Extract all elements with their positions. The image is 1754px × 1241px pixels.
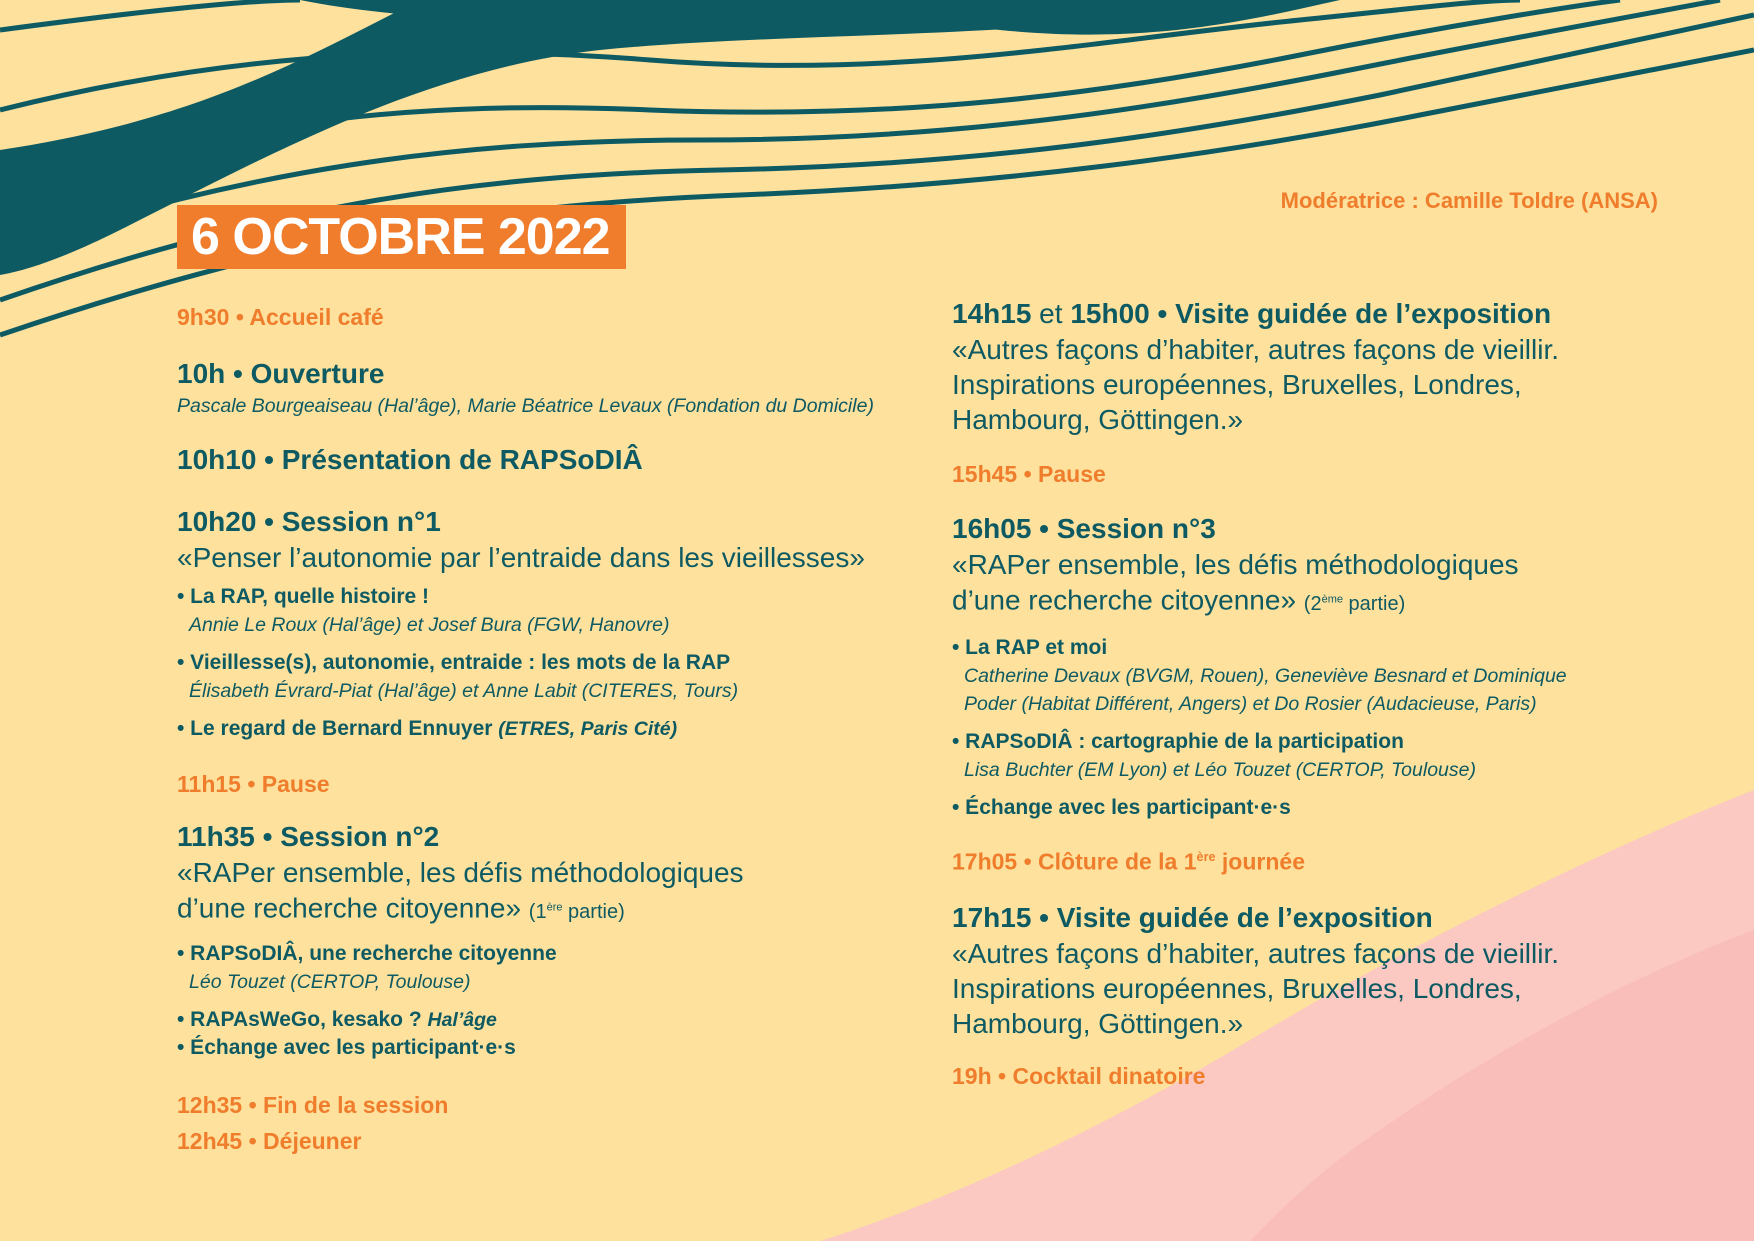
visit1-line-3: Hambourg, Göttingen.» (952, 404, 1244, 435)
session2-item-2-label: • RAPAsWeGo, kesako ? (177, 1007, 422, 1031)
date-title: 6 OCTOBRE 2022 (177, 205, 626, 269)
session1-item-1: • La RAP, quelle histoire ! (177, 585, 430, 608)
session3-subtitle-2 (952, 582, 1732, 622)
session3-part (1304, 593, 1405, 615)
moderator-label: Modératrice : Camille Toldre (ANSA) (1280, 188, 1658, 213)
session3-title: 16h05 • Session n°3 (952, 513, 1216, 544)
session3-item-1-speakers-2: Poder (Habitat Différent, Angers) et Do Rosier (Audacieuse, Paris) (964, 692, 1537, 715)
welcome-item: 9h30 • Accueil café (177, 304, 384, 330)
closing-post: journée (1215, 848, 1305, 875)
session1-item-1-speakers: Annie Le Roux (Hal’âge) et Josef Bura (FGW, Hanovre) (189, 614, 670, 636)
session1-title: 10h20 • Session n°1 (177, 506, 441, 537)
session1-item-2: • Vieillesse(s), autonomie, entraide : les mots de la RAP (177, 651, 731, 674)
pause-1: 11h15 • Pause (177, 771, 330, 797)
session2-part-pre: (1 (528, 900, 547, 923)
session3-item-1: • La RAP et moi (952, 635, 1108, 659)
right-column (952, 296, 1732, 1091)
lunch: 12h45 • Déjeuner (177, 1127, 362, 1154)
session2-subtitle-2-text: d’une recherche citoyenne» (177, 892, 522, 924)
session3-subtitle-2-text: d’une recherche citoyenne» (952, 584, 1297, 616)
session3-part-sup: ème (1321, 593, 1343, 605)
thin-wave-lines (0, 0, 1754, 335)
visit1-label: • Visite guidée de l’exposition (1149, 298, 1552, 329)
session1-subtitle: «Penser l’autonomie par l’entraide dans les vieillesses» (177, 542, 865, 573)
session3-part-pre: (2 (1303, 592, 1322, 615)
session2-item-1: • RAPSoDIÂ, une recherche citoyenne (177, 941, 557, 965)
visit2-line-2: Inspirations européennes, Bruxelles, Londres, (952, 973, 1522, 1005)
closing-sup: ère (1196, 849, 1216, 864)
session2-part-post: partie) (562, 900, 625, 923)
session2-part-sup: ère (546, 901, 563, 913)
closing (952, 842, 1732, 877)
opening-speakers: Pascale Bourgeaiseau (Hal’âge), Marie Béatrice Levaux (Fondation du Domicile) (177, 395, 874, 417)
session3-item-1-speakers-1: Catherine Devaux (BVGM, Rouen), Geneviève Besnard et Dominique (964, 664, 1567, 687)
visit2-line-1: «Autres façons d’habiter, autres façons de vieillir. (952, 938, 1560, 970)
session1-item-3-speakers: (ETRES, Paris Cité) (498, 718, 678, 740)
visit2-line-3: Hambourg, Göttingen.» (952, 1008, 1244, 1040)
session1-item-3-label: • Le regard de Bernard Ennuyer (177, 717, 493, 740)
session3-item-2: • RAPSoDIÂ : cartographie de la participation (952, 729, 1404, 753)
end-session: 12h35 • Fin de la session (177, 1091, 449, 1118)
visit2-title: 17h15 • Visite guidée de l’exposition (952, 902, 1433, 934)
closing-pre: 17h05 • Clôture de la 1 (952, 848, 1197, 875)
session2-item-2-speakers: Hal’âge (427, 1008, 497, 1031)
session3-part-post: partie) (1343, 592, 1406, 615)
left-column (177, 302, 957, 1156)
session2-subtitle-2 (177, 890, 957, 930)
visit1-title (952, 296, 1732, 332)
session3-item-2-speakers: Lisa Buchter (EM Lyon) et Léo Touzet (CERTOP, Toulouse) (964, 758, 1476, 781)
session2-title: 11h35 • Session n°2 (177, 821, 440, 852)
opening-title: 10h • Ouverture (177, 358, 385, 389)
session3-item-3: • Échange avec les participant·e·s (952, 795, 1291, 819)
session2-item-2 (177, 1006, 957, 1034)
presentation-title: 10h10 • Présentation de RAPSoDIÂ (177, 444, 643, 475)
visit1-line-2: Inspirations européennes, Bruxelles, Londres, (952, 369, 1522, 400)
session2-part (529, 901, 625, 923)
cocktail: 19h • Cocktail dinatoire (952, 1063, 1206, 1090)
session1-item-3 (177, 715, 957, 743)
session1-item-2-speakers: Élisabeth Évrard-Piat (Hal’âge) et Anne Labit (CITERES, Tours) (189, 680, 739, 702)
session2-subtitle-1: «RAPer ensemble, les défis méthodologiques (177, 857, 744, 888)
visit1-line-1: «Autres façons d’habiter, autres façons de vieillir. (952, 334, 1560, 365)
session2-item-3: • Échange avec les participant·e·s (177, 1035, 516, 1059)
visit1-time-2: 15h00 (1070, 298, 1150, 329)
pause-2: 15h45 • Pause (952, 461, 1106, 487)
session2-item-1-speakers: Léo Touzet (CERTOP, Toulouse) (189, 970, 471, 993)
session3-subtitle-1: «RAPer ensemble, les défis méthodologiques (952, 549, 1519, 580)
visit1-time-1: 14h15 (952, 298, 1032, 329)
visit1-and: et (1031, 298, 1071, 329)
